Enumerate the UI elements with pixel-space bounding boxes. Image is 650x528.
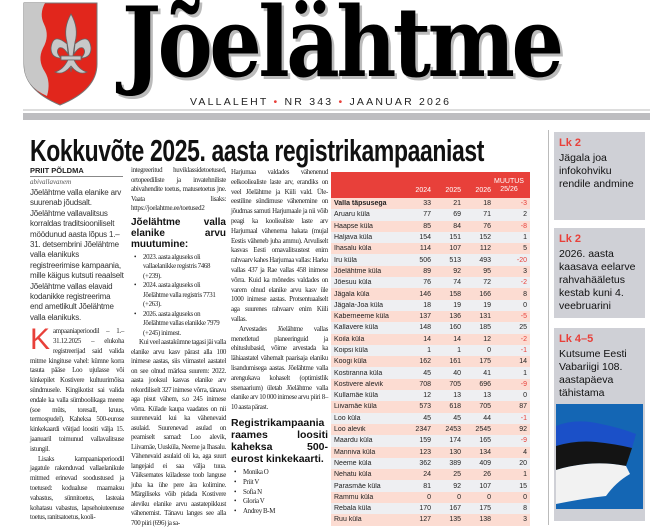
value-cell: 137: [419, 313, 431, 321]
table-row: [331, 277, 530, 288]
change-cell: -2: [520, 279, 527, 287]
table-row: [331, 447, 530, 458]
value-cell: 1: [457, 347, 461, 354]
value-cell: 167: [449, 505, 461, 513]
settlement-name: Neeme küla: [334, 459, 372, 467]
value-cell: 71: [483, 211, 491, 219]
table-row: [331, 334, 530, 345]
settlement-name: Koipsi küla: [334, 347, 368, 354]
change-cell: 3: [523, 516, 527, 524]
table-row: [331, 232, 530, 243]
change-cell: 0: [523, 392, 527, 400]
value-cell: 165: [479, 437, 491, 445]
change-cell: 8: [523, 290, 527, 298]
table-row: [331, 480, 530, 491]
value-cell: 158: [449, 290, 461, 298]
article-column-3: [231, 168, 328, 517]
value-cell: 0: [487, 493, 491, 501]
table-body: [331, 198, 530, 526]
change-cell: 8: [523, 505, 527, 513]
settlement-name: Ruu küla: [334, 516, 362, 524]
change-cell: 87: [519, 403, 527, 411]
table-header: [331, 172, 530, 198]
list-item: • Sofia N: [234, 488, 328, 498]
divider-bar: [23, 113, 650, 120]
change-cell: 1: [523, 369, 527, 377]
article-headline: Kokkuvõte 2025. aasta registrikampaaniast: [30, 133, 485, 168]
change-cell: 1: [523, 234, 527, 242]
paragraph: Harjumaa valdades vähenenud eelkooliealiste laste arv, erandiks on veel Jõelähtme ja Kiili vald. Üle-eestiline sündimuse vähenemine on jõudmas samuti Harjumaale ja nii võib peagi ka kooliealiste laste arv Harjumaal vähenema hakata (mujal Eestis väheneb juba ammu). Arvuliselt kasvas Eesti omavalitsustest enim rahvaarv kahes Harjumaa vallas: Harku vallas 437 ja Rae vallas 458 inimese võrra. Kuid ka mõnedes valdades on varem olnud elanike arvu kasv üle 1000 inimese aastas. Protsentuaalselt aga suurenes rahvaarv enim Kiili vallas.: [231, 169, 328, 323]
value-cell: 409: [479, 459, 491, 467]
divider: [23, 109, 650, 111]
table-row: [331, 390, 530, 401]
value-cell: 136: [449, 313, 461, 321]
change-cell: -9: [520, 437, 527, 445]
paragraph: ampaaniaperioodil – 1.–31.12.2025 – elukoha registreerijad said valida mitme kingituse vahel: kümne korra tasuta pääse Loo ujulasse või kinkepilet Kostivere kultuurimõisa sündmusele. Kingikotist sai valida endale ka valla sümboolikaga meene (soe müts, toresall, kruus, termospudel). Kaheksa 500-eurose kinkekaardi võitjad loositi välja 15. jaanuaril toimunud vallavalitsuse istungil.: [30, 328, 124, 453]
value-cell: 708: [419, 380, 431, 388]
drop-cap: K: [30, 323, 51, 357]
settlement-name: Koila küla: [334, 335, 365, 343]
change-cell: -1: [520, 347, 527, 354]
paper-type: VALLALEHT: [190, 96, 269, 108]
teaser-box[interactable]: [554, 328, 645, 521]
settlement-name: Manniva küla: [334, 448, 376, 456]
value-cell: 174: [449, 437, 461, 445]
paragraph: Kui veel aastakümne tagasi jäi valla elanike arvu kasv pärast alla 100 inimese aastas, siis viimastel aastatel on see olnud märksa suurem: 2022. aasta jooksul kasvas elanike arv rekordiliselt 327 inimese võrra, tänavu aga pisut vähem, s.o 245 inimese võrra. Külade kaupa vaadates on nii suurenevaid kui ka vähenevaid asulaid. Suurenevad asulad on peamiselt samad: Loo alevik, Liivamäe, Uusküla, Neeme ja Ihasalu. Vähenevaid asulaid oli ka, aga suurt langejaid ei saa välja tuua. Väiksemates küladesse toob languse juba ka ühe pere ära kolimine. Märgiliseks võib pidada Kostivere aleviku elanike arvu aastatepikkust vähenemist. Tänavu langes see alla 700 piiri (696) ja sa-: [131, 339, 227, 527]
value-cell: 14: [453, 335, 461, 343]
value-cell: 0: [427, 493, 431, 501]
list-item: • Monika O: [234, 468, 328, 478]
value-cell: 493: [479, 256, 491, 264]
table-row: [331, 254, 530, 265]
value-cell: 12: [483, 335, 491, 343]
value-cell: 112: [479, 245, 491, 253]
list-item: • 2024. aasta alguseks oli Jõelähtme valla registris 7731 (+263).: [134, 281, 226, 310]
value-cell: 26: [483, 471, 491, 479]
value-cell: 21: [453, 200, 461, 208]
value-cell: 18: [423, 301, 431, 309]
change-cell: -9: [520, 380, 527, 388]
estonian-flag-image: [556, 404, 643, 509]
settlement-name: Aruaru küla: [334, 211, 370, 219]
value-cell: 705: [449, 380, 461, 388]
settlement-name: Kostivere alevik: [334, 380, 384, 388]
change-list: [134, 253, 226, 339]
value-cell: 45: [423, 414, 431, 422]
value-cell: 1: [427, 347, 431, 354]
author-name: PRIIT PÕLDMA: [30, 166, 123, 177]
settlement-name: Jägala küla: [334, 290, 370, 298]
issue-number: NR 343: [284, 96, 334, 108]
value-cell: 76: [423, 279, 431, 287]
table-row: [331, 221, 530, 232]
winners-list: [234, 468, 328, 517]
coat-of-arms-logo: [23, 2, 98, 106]
article-lead: Jõelähtme valla elanike arv suurenab jõudsalt. Jõelähtme vallavalitsus korraldas traditsiooniliselt möödunud aasta lõpus 1.–31. detsembrini Jõelähtme valla elanikuks registreerimise kampaania, mille käigus kutsuti reaalselt Jõelähtme vallas elavaid kodanikke registreerima end ametlikult Jõelähtme valla elanikuks.: [30, 188, 124, 322]
change-cell: 3: [523, 267, 527, 275]
table-row: [331, 322, 530, 333]
teaser-title: Kutsume Eesti Vabariigi 108. aastapäeva tähistama: [559, 348, 627, 399]
value-cell: 151: [449, 234, 461, 242]
value-cell: 19: [483, 301, 491, 309]
table-row: [331, 266, 530, 277]
settlement-name: Kostiranna küla: [334, 369, 383, 377]
list-item: • 2023. aasta alguseks oli vallaelanikke registris 7468 (+239).: [134, 253, 226, 282]
settlement-name: Ihasalu küla: [334, 245, 372, 253]
settlement-name: Parasmäe küla: [334, 482, 381, 490]
value-cell: 123: [419, 448, 431, 456]
value-cell: 44: [483, 414, 491, 422]
table-row: [331, 356, 530, 367]
value-cell: 45: [453, 414, 461, 422]
table-row: [331, 458, 530, 469]
settlement-name: Jõesuu küla: [334, 279, 372, 287]
subheading: Registrikampaania raames loositi kaheksa 500-eurost kinkekaarti.: [231, 416, 328, 465]
value-cell: 13: [483, 392, 491, 400]
value-cell: 161: [449, 358, 461, 366]
settlement-name: Iru küla: [334, 256, 357, 264]
value-cell: 107: [479, 482, 491, 490]
value-cell: 14: [423, 335, 431, 343]
value-cell: 127: [419, 516, 431, 524]
value-cell: 74: [453, 279, 461, 287]
list-item: • 2026. aasta alguseks on Jõelähtme vallas elanikke 7979 (+245) inimest.: [134, 310, 226, 339]
value-cell: 18: [483, 200, 491, 208]
value-cell: 162: [419, 358, 431, 366]
teaser-box[interactable]: [554, 228, 645, 318]
value-cell: 148: [419, 324, 431, 332]
change-cell: -5: [520, 313, 527, 321]
list-item: • Andrey B-M: [234, 507, 328, 517]
change-cell: 4: [523, 448, 527, 456]
change-cell: 14: [519, 358, 527, 366]
table-row: [331, 198, 530, 209]
subheading: Jõelähtme valla elanike arvu muutumine:: [131, 216, 226, 250]
change-cell: 0: [523, 301, 527, 309]
value-cell: 154: [419, 234, 431, 242]
value-cell: 92: [453, 482, 461, 490]
page-ref: Lk 2: [559, 233, 582, 245]
settlement-name: Loo küla: [334, 414, 361, 422]
sidebar-divider: [548, 130, 549, 525]
teaser-title: 2026. aasta kaasava eelarve rahvahääletus kestab kuni 4. veebruarini: [559, 248, 636, 312]
settlement-name: Valla täpsusega: [334, 200, 387, 208]
value-cell: 2545: [475, 426, 491, 434]
value-cell: 107: [449, 245, 461, 253]
value-cell: 160: [449, 324, 461, 332]
table-row: [331, 514, 530, 525]
settlement-name: Maardu küla: [334, 437, 373, 445]
header-cell: 2024: [415, 187, 431, 194]
table-row: [331, 469, 530, 480]
page-ref: Lk 4–5: [559, 333, 594, 345]
page-ref: Lk 2: [559, 137, 582, 149]
value-cell: 77: [423, 211, 431, 219]
value-cell: 618: [449, 403, 461, 411]
settlement-name: Kallavere küla: [334, 324, 378, 332]
settlement-name: Kaberneeme küla: [334, 313, 389, 321]
value-cell: 185: [479, 324, 491, 332]
author-role: abivallavanem: [30, 178, 72, 186]
value-cell: 130: [449, 448, 461, 456]
value-cell: 134: [479, 448, 491, 456]
change-cell: -3: [520, 200, 527, 208]
value-cell: 175: [479, 505, 491, 513]
value-cell: 573: [419, 403, 431, 411]
value-cell: 72: [483, 279, 491, 287]
article-column-1: [30, 188, 124, 523]
table-row: [331, 401, 530, 412]
change-cell: 0: [523, 493, 527, 501]
value-cell: 513: [449, 256, 461, 264]
value-cell: 84: [453, 222, 461, 230]
value-cell: 69: [453, 211, 461, 219]
table-row: [331, 413, 530, 424]
header-cell: 2026: [475, 187, 491, 194]
table-row: [331, 503, 530, 514]
table-row: [331, 288, 530, 299]
value-cell: 152: [479, 234, 491, 242]
change-cell: 92: [519, 426, 527, 434]
settlement-name: Rebala küla: [334, 505, 371, 513]
table-row: [331, 492, 530, 503]
value-cell: 705: [479, 403, 491, 411]
change-cell: 1: [523, 471, 527, 479]
list-item: • Gloria V: [234, 497, 328, 507]
value-cell: 159: [419, 437, 431, 445]
change-cell: 2: [523, 211, 527, 219]
value-cell: 0: [487, 347, 491, 354]
change-cell: 25: [519, 324, 527, 332]
value-cell: 170: [419, 505, 431, 513]
value-cell: 0: [457, 493, 461, 501]
value-cell: 92: [453, 267, 461, 275]
value-cell: 13: [453, 392, 461, 400]
header-cell: 2025: [445, 187, 461, 194]
population-table: [331, 172, 530, 526]
value-cell: 12: [423, 392, 431, 400]
value-cell: 81: [423, 482, 431, 490]
value-cell: 2453: [445, 426, 461, 434]
value-cell: 40: [453, 369, 461, 377]
value-cell: 19: [453, 301, 461, 309]
change-cell: 15: [519, 482, 527, 490]
issue-date: JAANUAR 2026: [349, 96, 452, 108]
settlement-name: Jõelähtme küla: [334, 267, 382, 275]
table-row: [331, 300, 530, 311]
settlement-name: Koogi küla: [334, 358, 367, 366]
settlement-name: Jägala-Joa küla: [334, 301, 384, 309]
settlement-name: Rammu küla: [334, 493, 374, 501]
paragraph: Arvestades Jõelähtme vallas menetletud planeeringuid ja ehituslubasid, võime arvestada ka lähiaastatel vähemalt paarisaja elaniku lisandumisega aastas. Jõelähtme valla arengukava kohaselt (optimistlik stsenaarium) ületab Jõelähtme valla elanike arv 10 000 inimese arvu piiri 8–10 aasta pärast.: [231, 325, 328, 412]
value-cell: 175: [479, 358, 491, 366]
teaser-box[interactable]: [554, 132, 645, 220]
change-cell: 5: [523, 245, 527, 253]
masthead-title: Jõelähtme: [122, 0, 561, 99]
value-cell: 166: [479, 290, 491, 298]
value-cell: 45: [423, 369, 431, 377]
value-cell: 138: [479, 516, 491, 524]
value-cell: 85: [423, 222, 431, 230]
value-cell: 95: [483, 267, 491, 275]
table-row: [331, 367, 530, 378]
settlement-name: Loo alevik: [334, 426, 366, 434]
table-row: [331, 379, 530, 390]
table-row: [331, 424, 530, 435]
settlement-name: Nehatu küla: [334, 471, 372, 479]
article-column-2: [131, 166, 226, 528]
change-cell: -8: [520, 222, 527, 230]
change-cell: 20: [519, 459, 527, 467]
change-cell: -1: [520, 414, 527, 422]
table-row: [331, 209, 530, 220]
value-cell: 362: [419, 459, 431, 467]
value-cell: 506: [419, 256, 431, 264]
change-cell: -2: [520, 335, 527, 343]
settlement-name: Haapse küla: [334, 222, 373, 230]
value-cell: 131: [479, 313, 491, 321]
table-row: [331, 345, 530, 356]
header-cell: MUUTUS 25/26: [494, 178, 524, 193]
settlement-name: Haljava küla: [334, 234, 373, 242]
change-cell: -20: [516, 256, 527, 264]
masthead-subtitle: VALLALEHT • NR 343 • JAANUAR 2026: [190, 96, 452, 108]
settlement-name: Liivamäe küla: [334, 403, 377, 411]
settlement-name: Kullamäe küla: [334, 392, 378, 400]
value-cell: 41: [483, 369, 491, 377]
table-row: [331, 311, 530, 322]
value-cell: 24: [423, 471, 431, 479]
value-cell: 2347: [415, 426, 431, 434]
value-cell: 135: [449, 516, 461, 524]
paragraph: Lisaks kampaaniaperioodil jagatule rakenduvad vallaelanikule mitmed erinevad soodustused ja toetused: kodualuse maamaksu vabastus, sünnitoetus, lasteaia kohatasu vabastus, lapsehoiuteenuse toetus, ranitsatoetus, kooli-: [30, 455, 124, 522]
value-cell: 114: [419, 245, 431, 253]
table-row: [331, 435, 530, 446]
value-cell: 389: [449, 459, 461, 467]
value-cell: 89: [423, 267, 431, 275]
table-row: [331, 243, 530, 254]
value-cell: 146: [419, 290, 431, 298]
value-cell: 76: [483, 222, 491, 230]
paragraph: integreeritud huviklassidetoetused, ortopeediliste ja invatehniliste abivahendite toetus, matusetoetus jne. Vaata lisaks: https://joelahtme.ee/toetused2: [131, 167, 226, 212]
value-cell: 696: [479, 380, 491, 388]
value-cell: 33: [423, 200, 431, 208]
teaser-title: Jägala joa infokohviku rendile andmine: [559, 152, 634, 190]
value-cell: 25: [453, 471, 461, 479]
list-item: • Priit V: [234, 478, 328, 488]
